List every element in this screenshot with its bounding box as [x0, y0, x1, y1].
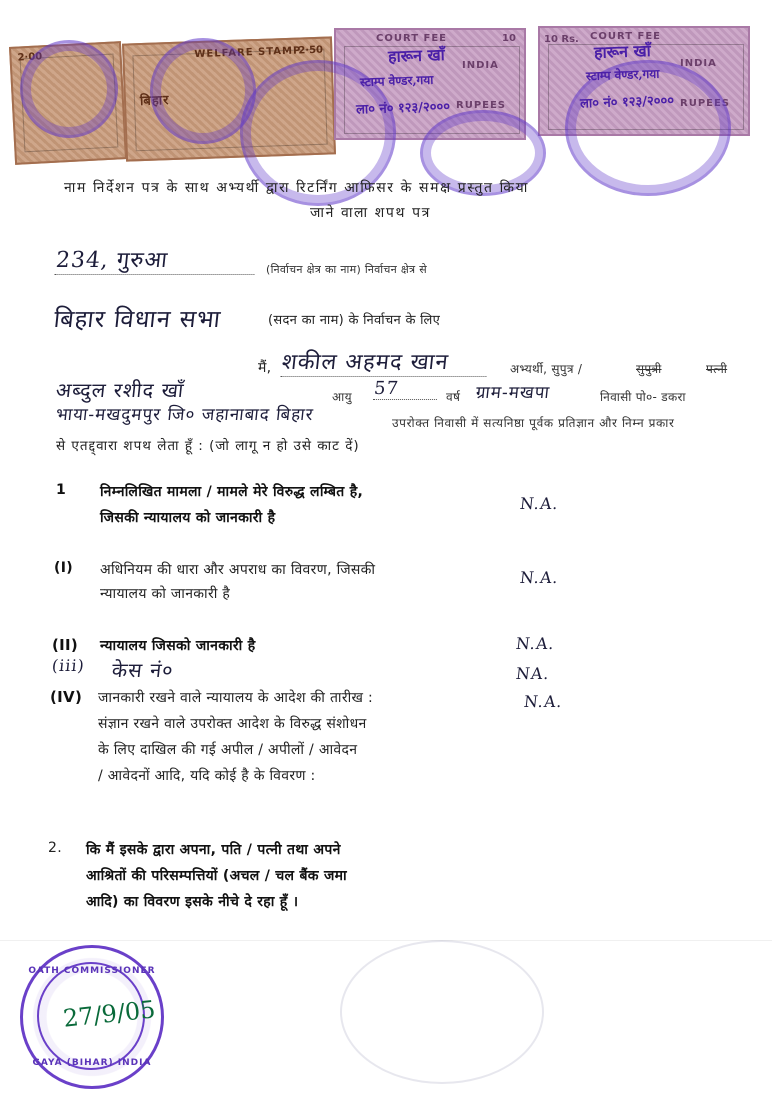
- item-iii-answer: NA.: [515, 664, 551, 683]
- stamp-4-india: INDIA: [680, 58, 717, 69]
- item-1-text-2: जिसकी न्यायालय को जानकारी है: [100, 510, 276, 526]
- house-handwritten: बिहार विधान सभा: [52, 305, 223, 333]
- seal-top-text: OATH COMMISSIONER: [28, 966, 156, 976]
- constituency-printed: (निर्वाचन क्षेत्र का नाम) निर्वाचन क्षेत्र से: [266, 263, 427, 276]
- item-ii-text: न्यायालय जिसको जानकारी है: [100, 638, 256, 654]
- stamp-4-name: COURT FEE: [590, 31, 662, 42]
- vendor-name-2: हारून खाँ: [593, 41, 652, 62]
- item-2-text-3: आदि) का विवरण इसके नीचे दे रहा हूँ ।: [86, 894, 299, 910]
- stamp-3-name: COURT FEE: [376, 33, 448, 44]
- item-1-text-1: निम्नलिखित मामला / मामले मेरे विरुद्ध लम्बित है,: [100, 484, 364, 500]
- candidate-struck-1: सुपुत्री: [636, 362, 662, 376]
- item-iv-text-4: / आवेदनों आदि, यदि कोई है के विवरण :: [98, 768, 316, 784]
- father-name: अब्दुल रशीद खाँ: [54, 378, 186, 402]
- item-i-number: (I): [54, 560, 73, 576]
- item-2-text-2: आश्रितों की परिसम्पत्तियों (अचल / चल बैंक जमा: [86, 868, 347, 884]
- item-iv-text-2: संज्ञान रखने वाले उपरोक्त आदेश के विरुद्ध संशोधन: [98, 716, 367, 732]
- constituency-handwritten: 234, गुरुआ: [54, 244, 257, 275]
- header-line-1: नाम निर्देशन पत्र के साथ अभ्यर्थी द्वारा रिटर्निंग आफिसर के समक्ष प्रस्तुत किया: [64, 180, 529, 196]
- seal-bottom-text: GAYA (BIHAR) INDIA: [32, 1058, 152, 1068]
- village: ग्राम-मखपा: [474, 383, 551, 403]
- resident-label: निवासी पो०- डकरा: [600, 390, 686, 404]
- house-printed: (सदन का नाम) के निर्वाचन के लिए: [268, 313, 441, 328]
- age-value: 57: [373, 378, 439, 400]
- item-iii-text: केस नं०: [110, 658, 175, 682]
- stamp-2-name: WELFARE STAMP: [194, 45, 302, 61]
- candidate-name: शकील अहमद खान: [280, 346, 489, 377]
- item-ii-number: (II): [52, 636, 79, 654]
- stamp-3-value: 10: [502, 33, 516, 44]
- vendor-name-1: हारून खाँ: [387, 45, 446, 66]
- page-fold-line: [0, 940, 772, 941]
- stamp-3-india: INDIA: [462, 60, 499, 71]
- item-iv-answer: N.A.: [523, 692, 564, 711]
- stamp-4-value: 10 Rs.: [544, 34, 579, 45]
- bleedthrough-seal: [340, 940, 544, 1084]
- item-2-text-1: कि मैं इसके द्वारा अपना, पति / पत्नी तथा अपने: [86, 842, 341, 858]
- stamp-1-value: 2·00: [17, 51, 43, 64]
- vendor-no-2: ला० नं० १२३/२०००: [579, 93, 675, 112]
- item-iv-text-1: जानकारी रखने वाले न्यायालय के आदेश की तारीख :: [98, 690, 374, 706]
- item-iv-text-3: के लिए दाखिल की गई अपील / अपीलों / आवेदन: [98, 742, 358, 758]
- item-iv-number: (IV): [50, 688, 83, 706]
- stamp-3-rupees: RUPEES: [456, 100, 507, 111]
- years-label: वर्ष: [446, 390, 461, 404]
- vendor-no-1: ला० नं० १२३/२०००: [355, 99, 451, 118]
- vendor-place-2: स्टाम्प वेण्डर,गया: [585, 66, 660, 84]
- item-2-number: 2.: [48, 840, 62, 856]
- item-1-answer: N.A.: [519, 494, 560, 513]
- vendor-place-1: स्टाम्प वेण्डर,गया: [359, 72, 434, 90]
- candidate-struck-2: पत्नी: [706, 362, 728, 376]
- address-handwritten: भाया-मखदुमपुर जि० जहानाबाद बिहार: [54, 405, 315, 425]
- candidate-prefix: मैं,: [258, 360, 272, 376]
- item-iii-number: (iii): [51, 656, 86, 675]
- age-label: आयु: [332, 390, 352, 404]
- stamp-2-value: 2·50: [298, 44, 324, 57]
- oath-line: से एतद्द्वारा शपथ लेता हूँ : (जो लागू न हो उसे काट दें): [56, 438, 360, 454]
- item-ii-answer: N.A.: [515, 634, 556, 653]
- header-line-2: जाने वाला शपथ पत्र: [310, 205, 431, 221]
- oath-commissioner-seal: [20, 945, 164, 1089]
- seal-date: 27/9/05: [61, 995, 157, 1033]
- candidate-after-name: अभ्यर्थी, सुपुत्र /: [510, 362, 583, 376]
- cancellation-seal-1: [20, 40, 118, 138]
- stamp-4-rupees: RUPEES: [680, 98, 731, 109]
- address-printed: उपरोक्त निवासी में सत्यनिष्ठा पूर्वक प्रतिज्ञान और निम्न प्रकार: [392, 416, 675, 430]
- stamp-2-bihar: बिहार: [139, 93, 170, 110]
- item-i-text-1: अधिनियम की धारा और अपराध का विवरण, जिसकी: [100, 562, 376, 578]
- item-i-answer: N.A.: [519, 568, 560, 587]
- item-i-text-2: न्यायालय को जानकारी है: [100, 586, 231, 602]
- item-1-number: 1: [56, 482, 67, 498]
